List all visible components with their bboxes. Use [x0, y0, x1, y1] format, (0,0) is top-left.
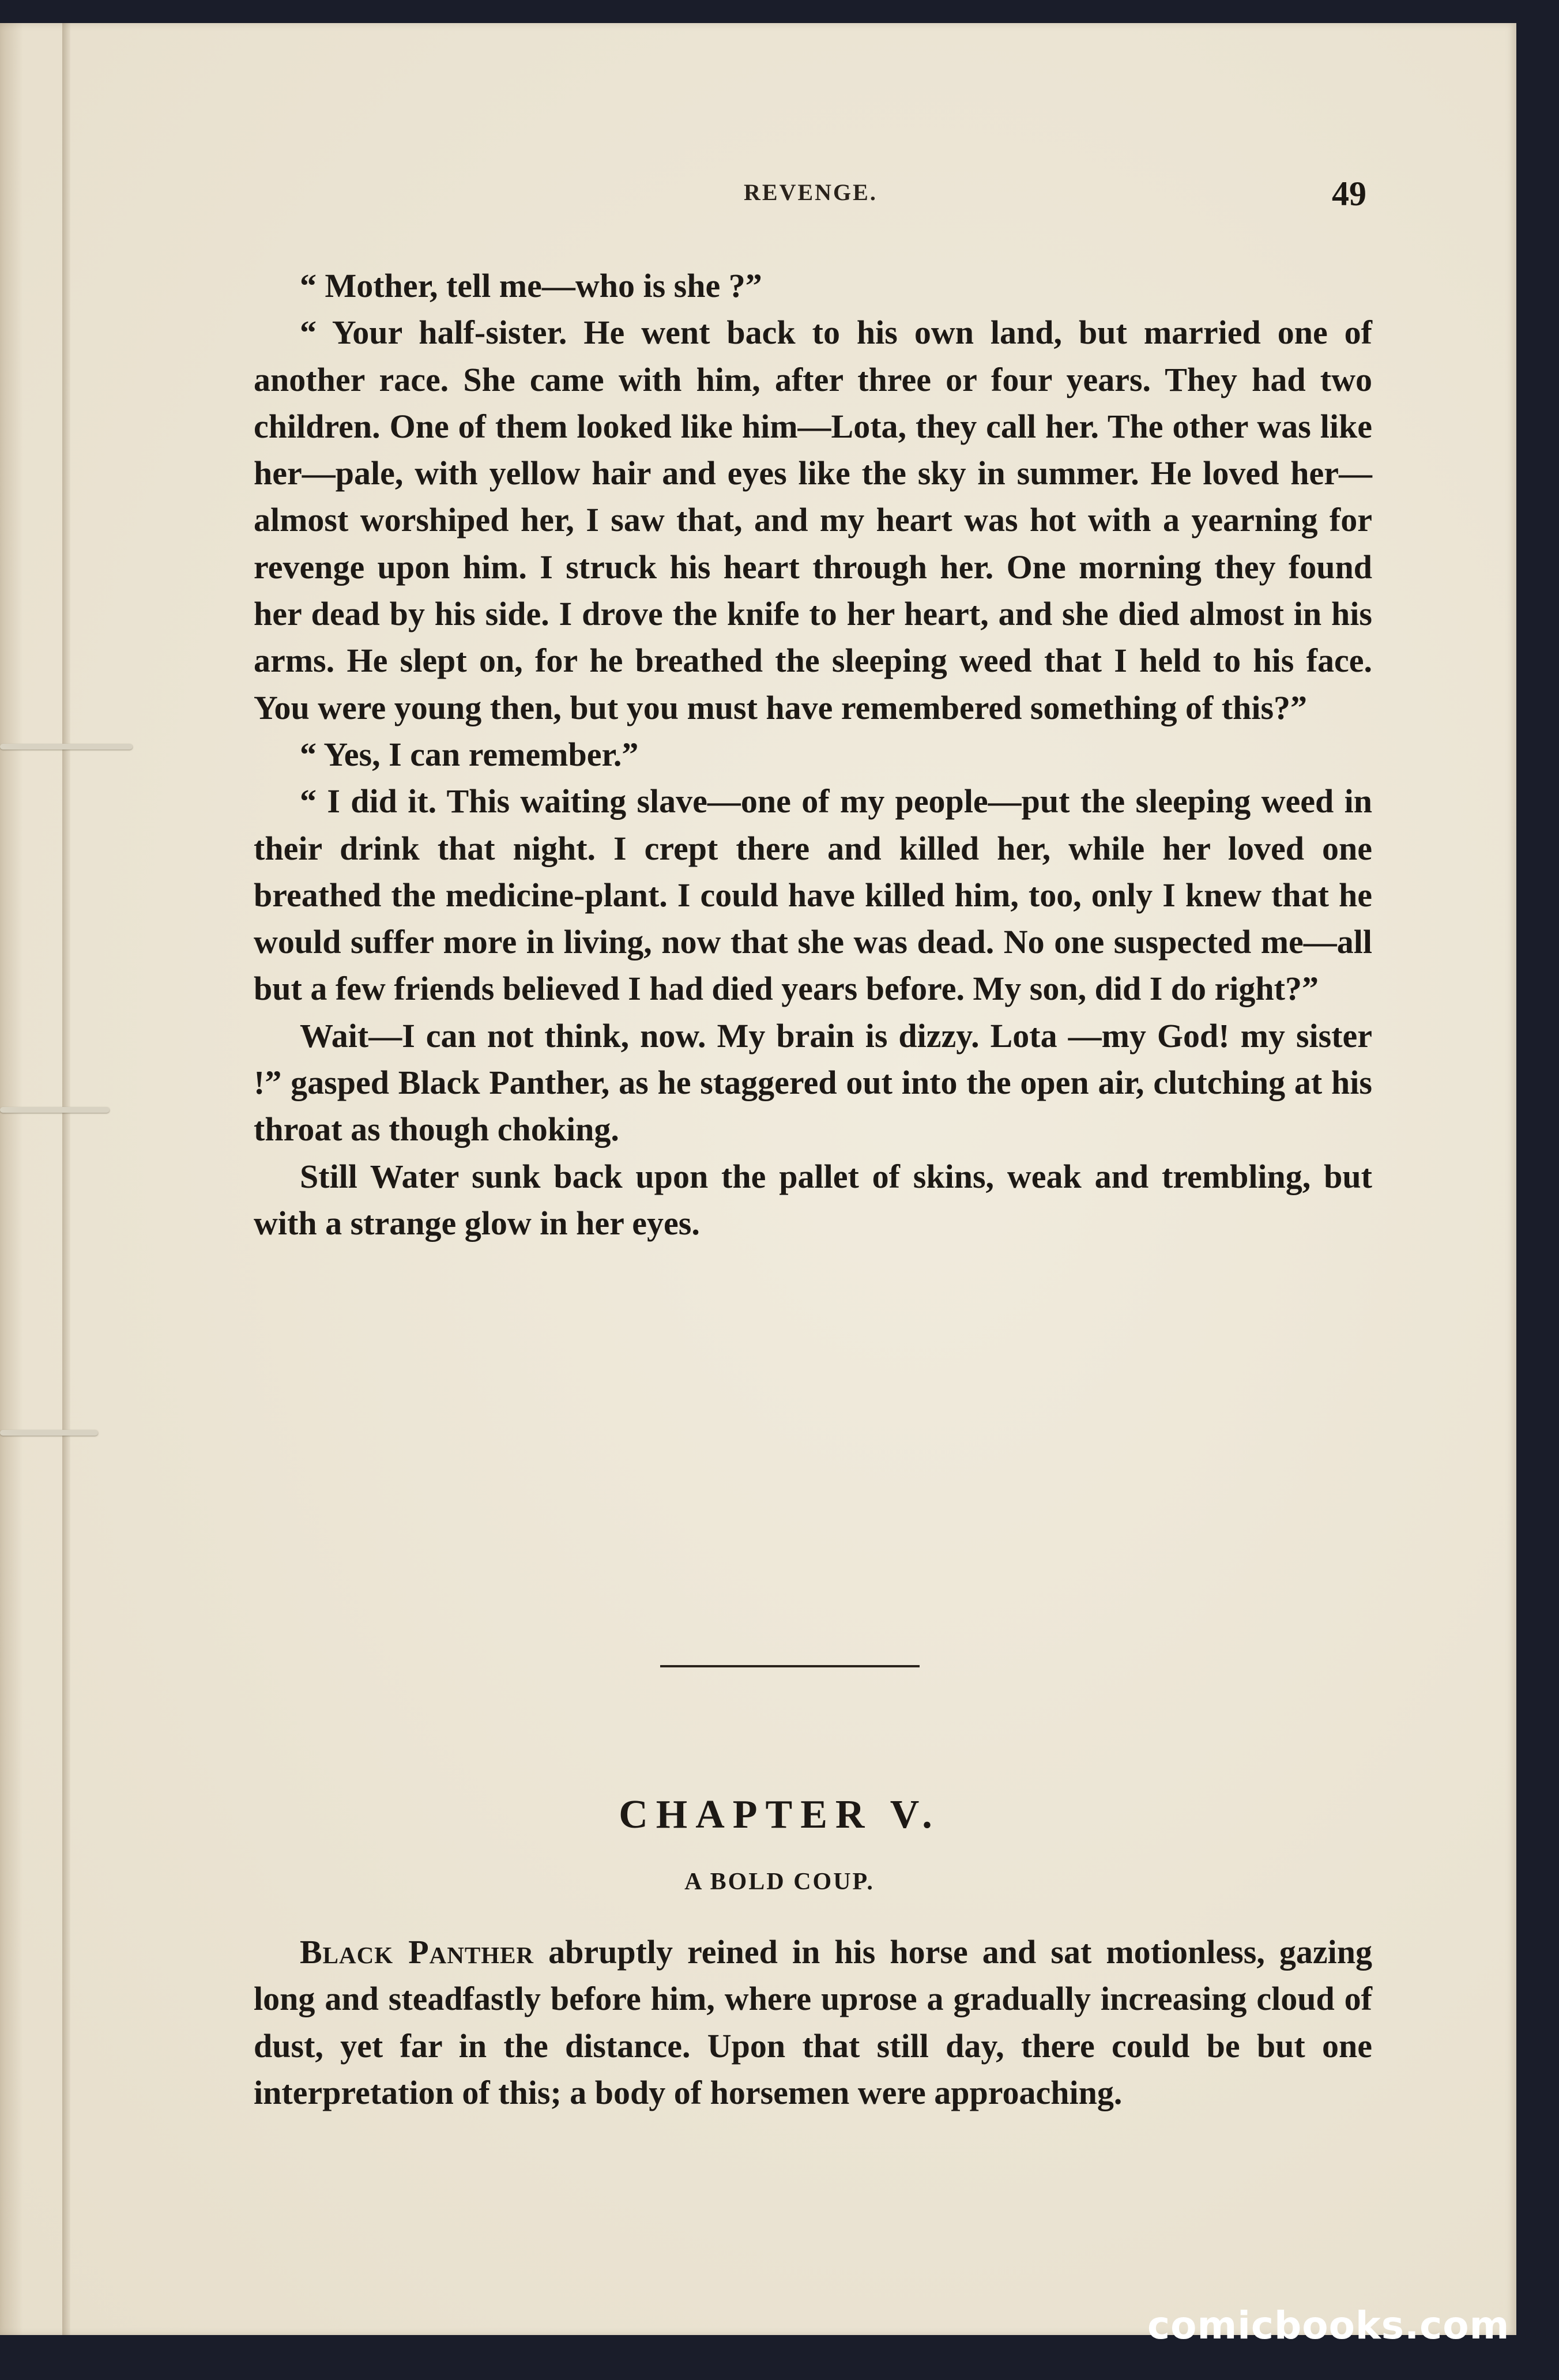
paragraph: “ Yes, I can remember.” — [300, 735, 639, 773]
binding-thread — [0, 1430, 98, 1436]
paragraph: “ Your half-sister. He went back to his own land, but married one of another race. She came with him, after three or four years. They had two children. One of them looked like him—Lota, they call her. The other was like her—pale, with yellow hair and eyes like the sky in summer. He loved her—almost worshiped her, I saw that, and my heart was hot with a yearning for revenge upon him. I struck his heart through her. One morning they found her dead by his side. I drove the knife to her heart, and she died almost in his arms. He slept on, for he breathed the sleeping weed that I held to his face. You were young then, but you must have remembered something of this?” — [254, 314, 1372, 726]
running-head: REVENGE. — [744, 179, 878, 205]
chapter-title: CHAPTER V. — [619, 1792, 940, 1837]
paragraph: “ I did it. This waiting slave—one of my people—put the sleeping weed in their drink that night. I crept there and killed her, while her loved one breathed the medicine-plant. I could have killed him, too, only I knew that he would suffer more in living, now that she was dead. No one suspected me—all but a few friends believed I had died years before. My son, did I do right?” — [254, 782, 1372, 1008]
paragraph: Wait—I can not think, now. My brain is dizzy. Lota —my God! my sister !” gasped Black Panther, as he staggered out into the open air, clutching at his throat as though choking. — [254, 1016, 1372, 1148]
section-divider — [660, 1665, 920, 1667]
chapter-lead-words: Black Panther — [300, 1933, 534, 1971]
body-text — [254, 262, 1372, 1247]
paragraph: “ Mother, tell me—who is she ?” — [300, 267, 762, 304]
page-gutter — [62, 23, 70, 2335]
page-header — [0, 175, 1559, 225]
chapter-subtitle: A BOLD COUP. — [684, 1869, 875, 1895]
watermark: comicbooks.com — [1147, 2303, 1510, 2348]
chapter-paragraph-text: abruptly reined in his horse and sat motionless, gazing long and steadfastly before him, where uprose a gradually increasing cloud of dust, yet far in the distance. Upon that still day, there could be but one interpretation of this; a body of horsemen were approaching. — [254, 1933, 1372, 2111]
binding-thread — [0, 1107, 110, 1113]
chapter-paragraph — [254, 1929, 1372, 2116]
paragraph: Still Water sunk back upon the pallet of skins, weak and trembling, but with a strange glow in her eyes. — [254, 1157, 1372, 1242]
chapter-opening — [254, 1929, 1372, 2116]
page-number: 49 — [1332, 175, 1366, 213]
binding-thread — [0, 744, 133, 750]
